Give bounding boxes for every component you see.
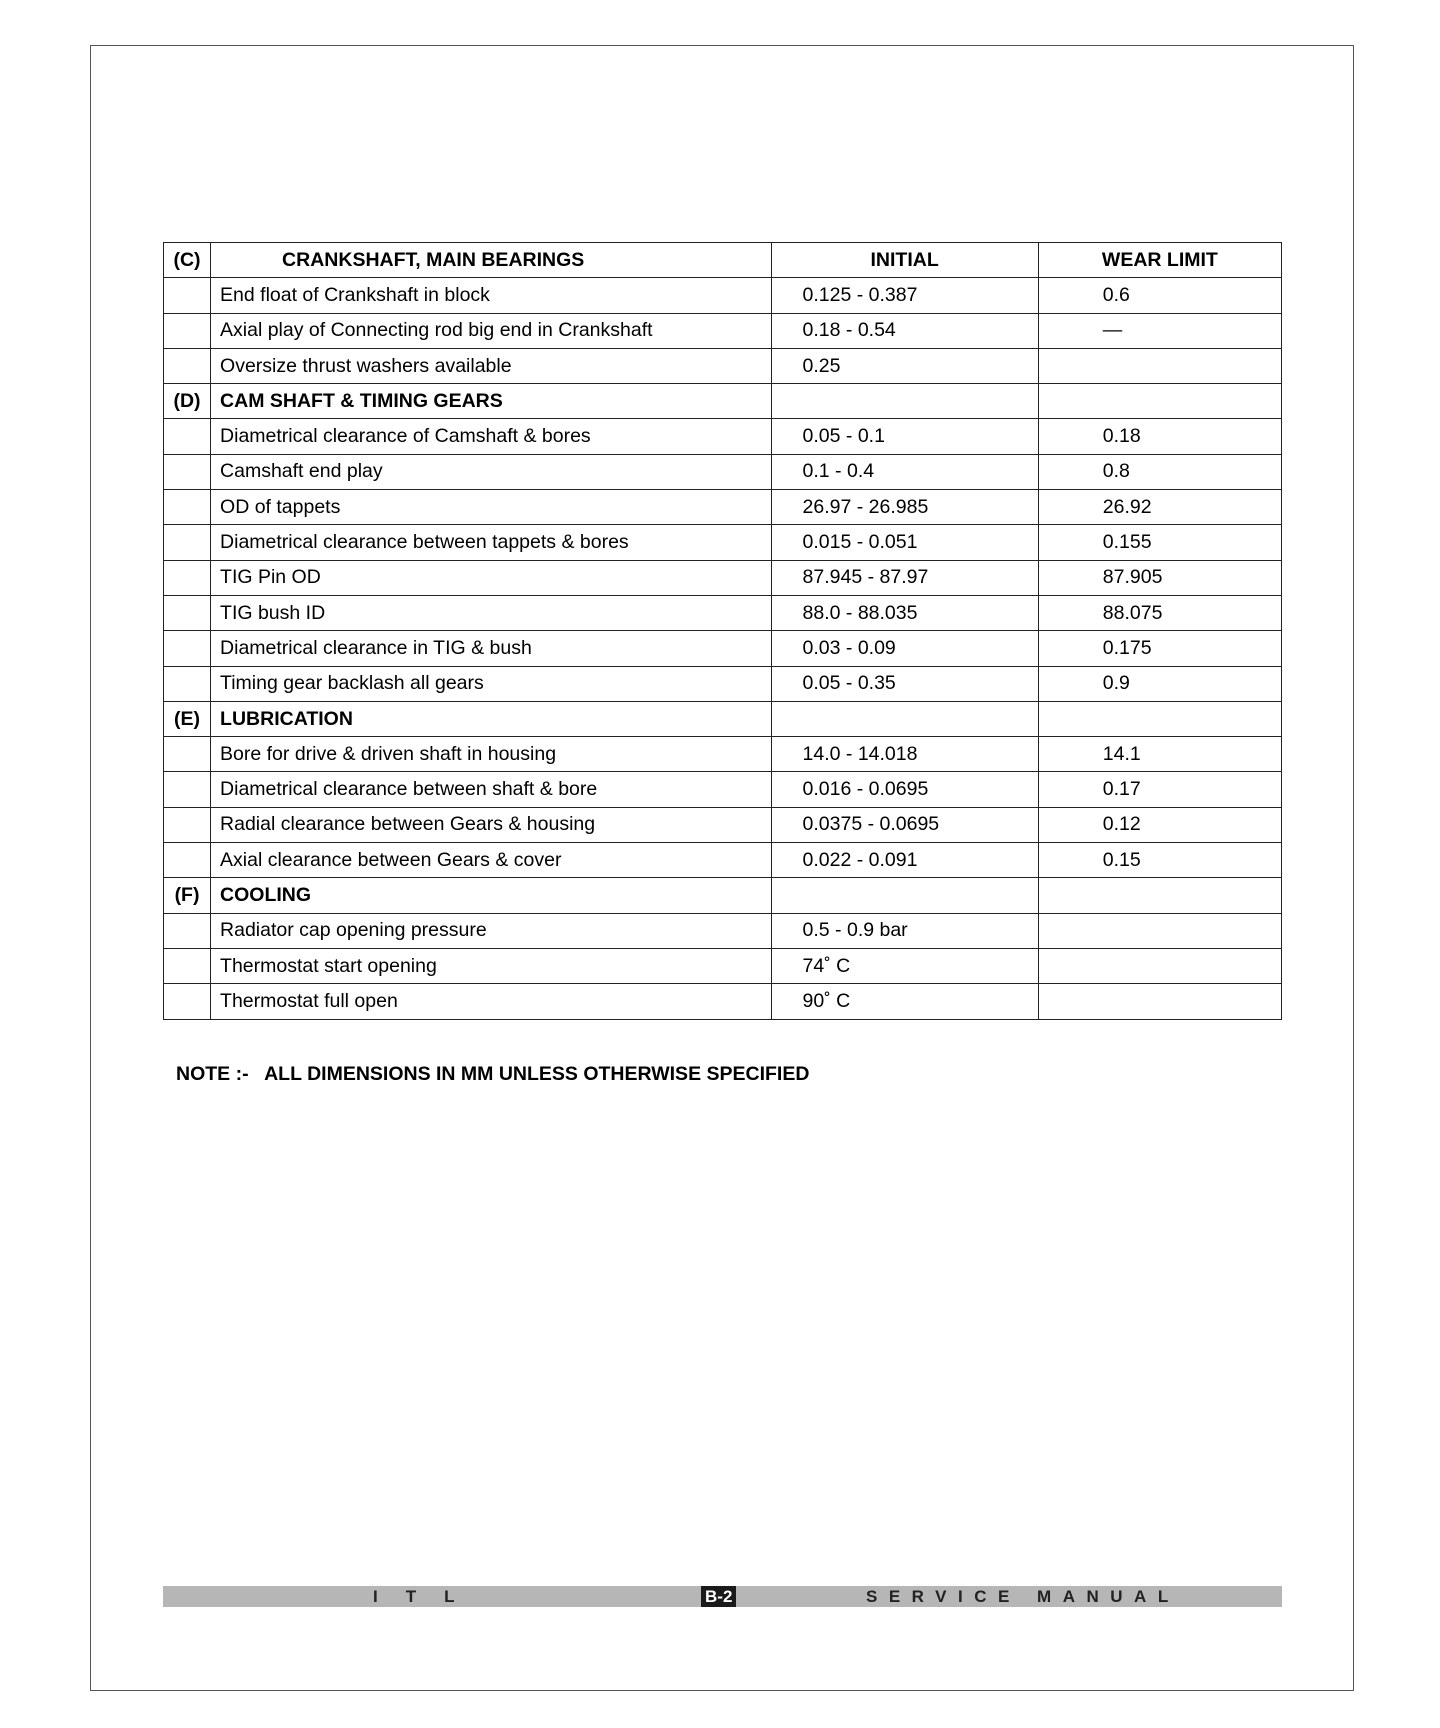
wear-limit-value	[1038, 348, 1281, 383]
section-title: CAM SHAFT & TIMING GEARS	[211, 384, 772, 419]
table-row	[164, 278, 1282, 313]
section-header-row	[164, 701, 1282, 736]
description-cell: Thermostat start opening	[211, 948, 772, 983]
section-code: (C)	[164, 243, 211, 278]
wear-limit-value: 0.12	[1038, 807, 1281, 842]
wear-limit-value: 0.155	[1038, 525, 1281, 560]
wear-limit-cell	[1038, 878, 1281, 913]
section-header-row	[164, 384, 1282, 419]
code-cell	[164, 772, 211, 807]
initial-value: 74˚ C	[771, 948, 1038, 983]
initial-value: 0.25	[771, 348, 1038, 383]
table-row	[164, 419, 1282, 454]
wear-limit-value: 0.9	[1038, 666, 1281, 701]
section-code: (F)	[164, 878, 211, 913]
description-cell: Camshaft end play	[211, 454, 772, 489]
wear-limit-value: 87.905	[1038, 560, 1281, 595]
initial-value: 90˚ C	[771, 984, 1038, 1019]
initial-value: 0.015 - 0.051	[771, 525, 1038, 560]
initial-value: 0.03 - 0.09	[771, 631, 1038, 666]
column-header-initial: INITIAL	[771, 243, 1038, 278]
description-cell: Diametrical clearance in TIG & bush	[211, 631, 772, 666]
footer-bar	[163, 1586, 1282, 1607]
code-cell	[164, 595, 211, 630]
description-cell: Diametrical clearance between shaft & bore	[211, 772, 772, 807]
initial-value: 26.97 - 26.985	[771, 490, 1038, 525]
wear-limit-value: 0.8	[1038, 454, 1281, 489]
dimensions-note: NOTE :- ALL DIMENSIONS IN MM UNLESS OTHERWISE SPECIFIED	[176, 1063, 810, 1085]
wear-limit-value	[1038, 984, 1281, 1019]
table-row	[164, 843, 1282, 878]
table-row	[164, 984, 1282, 1019]
code-cell	[164, 419, 211, 454]
initial-value: 0.1 - 0.4	[771, 454, 1038, 489]
wear-limit-value: 0.15	[1038, 843, 1281, 878]
wear-limit-value: 26.92	[1038, 490, 1281, 525]
initial-value: 0.18 - 0.54	[771, 313, 1038, 348]
specification-table	[163, 242, 1282, 1020]
code-cell	[164, 525, 211, 560]
section-title: CRANKSHAFT, MAIN BEARINGS	[211, 243, 772, 278]
wear-limit-value	[1038, 913, 1281, 948]
description-cell: Axial play of Connecting rod big end in Crankshaft	[211, 313, 772, 348]
table-row	[164, 666, 1282, 701]
wear-limit-value: 0.18	[1038, 419, 1281, 454]
wear-limit-value: 14.1	[1038, 737, 1281, 772]
table-row	[164, 454, 1282, 489]
description-cell: Bore for drive & driven shaft in housing	[211, 737, 772, 772]
section-title: COOLING	[211, 878, 772, 913]
table-row	[164, 772, 1282, 807]
description-cell: TIG bush ID	[211, 595, 772, 630]
initial-value: 0.5 - 0.9 bar	[771, 913, 1038, 948]
footer-brand: ITL	[373, 1587, 483, 1606]
code-cell	[164, 913, 211, 948]
description-cell: Timing gear backlash all gears	[211, 666, 772, 701]
section-code: (E)	[164, 701, 211, 736]
table-row	[164, 560, 1282, 595]
initial-value: 14.0 - 14.018	[771, 737, 1038, 772]
column-header-wear-limit: WEAR LIMIT	[1038, 243, 1281, 278]
table-row	[164, 313, 1282, 348]
section-code: (D)	[164, 384, 211, 419]
code-cell	[164, 490, 211, 525]
code-cell	[164, 843, 211, 878]
table-body	[164, 243, 1282, 1020]
initial-cell	[771, 384, 1038, 419]
description-cell: Radial clearance between Gears & housing	[211, 807, 772, 842]
wear-limit-value: 0.17	[1038, 772, 1281, 807]
description-cell: Diametrical clearance of Camshaft & bores	[211, 419, 772, 454]
code-cell	[164, 313, 211, 348]
section-header-row	[164, 878, 1282, 913]
description-cell: Thermostat full open	[211, 984, 772, 1019]
code-cell	[164, 631, 211, 666]
initial-value: 0.0375 - 0.0695	[771, 807, 1038, 842]
table-row	[164, 490, 1282, 525]
initial-value: 87.945 - 87.97	[771, 560, 1038, 595]
initial-value: 88.0 - 88.035	[771, 595, 1038, 630]
description-cell: Oversize thrust washers available	[211, 348, 772, 383]
initial-cell	[771, 701, 1038, 736]
description-cell: OD of tappets	[211, 490, 772, 525]
wear-limit-value: 0.175	[1038, 631, 1281, 666]
wear-limit-value: —	[1038, 313, 1281, 348]
code-cell	[164, 560, 211, 595]
table-row	[164, 348, 1282, 383]
table-row	[164, 807, 1282, 842]
page-number: B-2	[701, 1586, 736, 1607]
wear-limit-cell	[1038, 384, 1281, 419]
initial-value: 0.016 - 0.0695	[771, 772, 1038, 807]
description-cell: Radiator cap opening pressure	[211, 913, 772, 948]
initial-cell	[771, 878, 1038, 913]
initial-value: 0.125 - 0.387	[771, 278, 1038, 313]
initial-value: 0.05 - 0.1	[771, 419, 1038, 454]
wear-limit-value: 88.075	[1038, 595, 1281, 630]
initial-value: 0.05 - 0.35	[771, 666, 1038, 701]
code-cell	[164, 737, 211, 772]
code-cell	[164, 348, 211, 383]
table-row	[164, 631, 1282, 666]
wear-limit-value	[1038, 948, 1281, 983]
section-title: LUBRICATION	[211, 701, 772, 736]
code-cell	[164, 454, 211, 489]
description-cell: Diametrical clearance between tappets & bores	[211, 525, 772, 560]
description-cell: End float of Crankshaft in block	[211, 278, 772, 313]
initial-value: 0.022 - 0.091	[771, 843, 1038, 878]
code-cell	[164, 666, 211, 701]
code-cell	[164, 807, 211, 842]
code-cell	[164, 948, 211, 983]
wear-limit-cell	[1038, 701, 1281, 736]
table-row	[164, 737, 1282, 772]
description-cell: TIG Pin OD	[211, 560, 772, 595]
table-row	[164, 595, 1282, 630]
table-row	[164, 525, 1282, 560]
wear-limit-value: 0.6	[1038, 278, 1281, 313]
description-cell: Axial clearance between Gears & cover	[211, 843, 772, 878]
footer-manual-title: SERVICE MANUAL	[866, 1587, 1180, 1606]
table-row	[164, 913, 1282, 948]
table-header-row	[164, 243, 1282, 278]
code-cell	[164, 984, 211, 1019]
code-cell	[164, 278, 211, 313]
table-row	[164, 948, 1282, 983]
